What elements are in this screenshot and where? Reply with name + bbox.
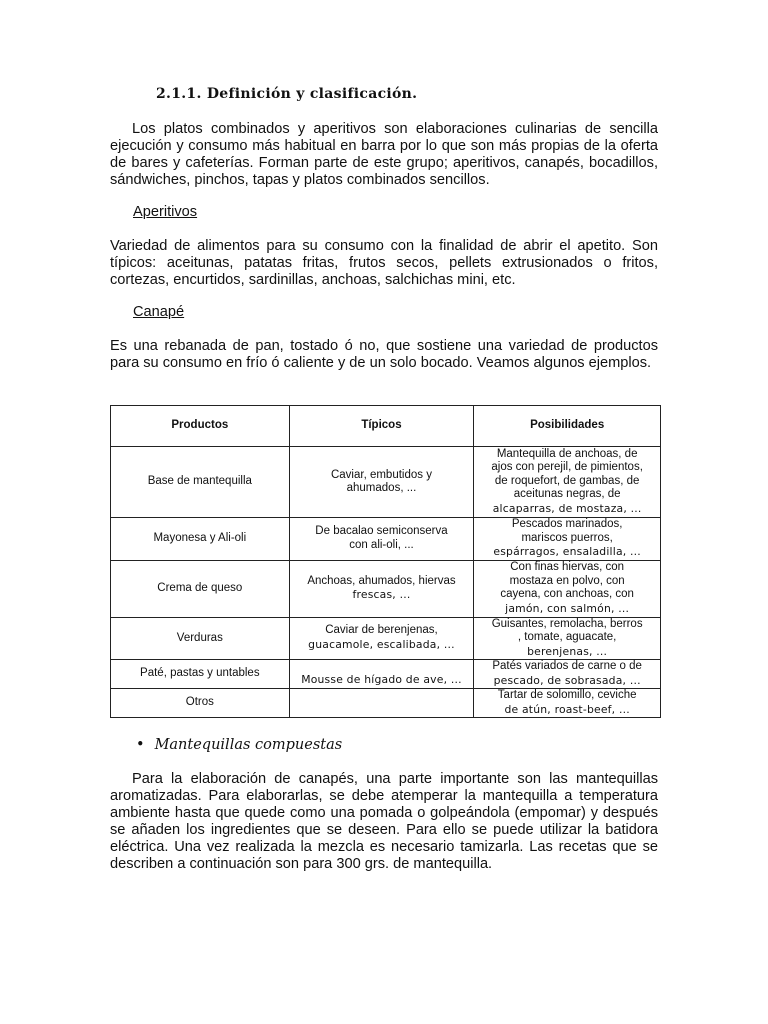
cell-tipicos: Anchoas, ahumados, hiervas frescas, ... [289, 560, 474, 617]
cell-posibilidades: Pescados marinados, mariscos puerros, espárragos, ensaladilla, ... [474, 518, 661, 561]
cell-producto: Verduras [111, 617, 290, 660]
mantequillas-heading-line [136, 737, 342, 753]
cell-tipicos [289, 689, 474, 718]
cell-posibilidades: Patés variados de carne o de pescado, de sobrasada, ... [474, 660, 661, 689]
table-row [111, 518, 661, 561]
table-row [111, 660, 661, 689]
cell-posibilidades: Tartar de solomillo, ceviche de atún, roast-beef, ... [474, 689, 661, 718]
cell-producto: Base de mantequilla [111, 447, 290, 518]
cell-tipicos: Caviar, embutidos y ahumados, ... [289, 447, 474, 518]
cell-producto: Crema de queso [111, 560, 290, 617]
cell-producto: Paté, pastas y untables [111, 660, 290, 689]
cell-tipicos: De bacalao semiconserva con ali-oli, ... [289, 518, 474, 561]
aperitivos-heading: Aperitivos [133, 204, 198, 220]
mantequillas-heading: Mantequillas compuestas [154, 737, 343, 753]
table-row [111, 560, 661, 617]
canape-table [110, 405, 661, 718]
bullet-icon: • [136, 737, 145, 753]
cell-tipicos: Mousse de hígado de ave, ... [289, 660, 474, 689]
section-title: 2.1.1. Definición y clasificación. [156, 86, 418, 102]
canape-heading: Canapé [133, 304, 185, 320]
cell-posibilidades: Guisantes, remolacha, berros , tomate, aguacate, berenjenas, ... [474, 617, 661, 660]
cell-posibilidades: Con finas hiervas, con mostaza en polvo, con cayena, con anchoas, con jamón, con salmón, ... [474, 560, 661, 617]
intro-paragraph: Los platos combinados y aperitivos son elaboraciones culinarias de sencilla ejecución y consumo más habitual en barra por lo que son más propias de la oferta de bares y cafeterías. Forman parte de este grupo; aperitivos, canapés, bocadillos, sándwiches, pinchos, tapas y platos combinados sencillos. [110, 121, 658, 188]
table-header-row [111, 406, 661, 447]
header-posibilidades: Posibilidades [474, 406, 661, 447]
header-productos: Productos [111, 406, 290, 447]
cell-tipicos: Caviar de berenjenas, guacamole, escalibada, ... [289, 617, 474, 660]
canape-paragraph: Es una rebanada de pan, tostado ó no, que sostiene una variedad de productos para su consumo en frío ó caliente y de un solo bocado. Veamos algunos ejemplos. [110, 338, 658, 371]
table-row [111, 689, 661, 718]
cell-producto: Mayonesa y Ali-oli [111, 518, 290, 561]
table-row [111, 447, 661, 518]
mantequillas-paragraph: Para la elaboración de canapés, una parte importante son las mantequillas aromatizadas. Para elaborarlas, se debe atemperar la mantequilla a temperatura ambiente hasta que quede como una pomada o golpeándola (empomar) y después se añaden los ingredientes que se deseen. Para ello se puede utilizar la batidora eléctrica. Una vez realizada la mezcla es necesario tamizarla. Las recetas que se describen a continuación son para 300 grs. de mantequilla. [110, 771, 658, 872]
cell-producto: Otros [111, 689, 290, 718]
table-row [111, 617, 661, 660]
header-tipicos: Típicos [289, 406, 474, 447]
aperitivos-paragraph: Variedad de alimentos para su consumo con la finalidad de abrir el apetito. Son típicos: aceitunas, patatas fritas, frutos secos, pellets extrusionados o fritos, cortezas, encurtidos, sardinillas, anchoas, salchichas mini, etc. [110, 238, 658, 288]
cell-posibilidades: Mantequilla de anchoas, de ajos con perejil, de pimientos, de roquefort, de gambas, de aceitunas negras, de alcaparras, de mostaza, ... [474, 447, 661, 518]
